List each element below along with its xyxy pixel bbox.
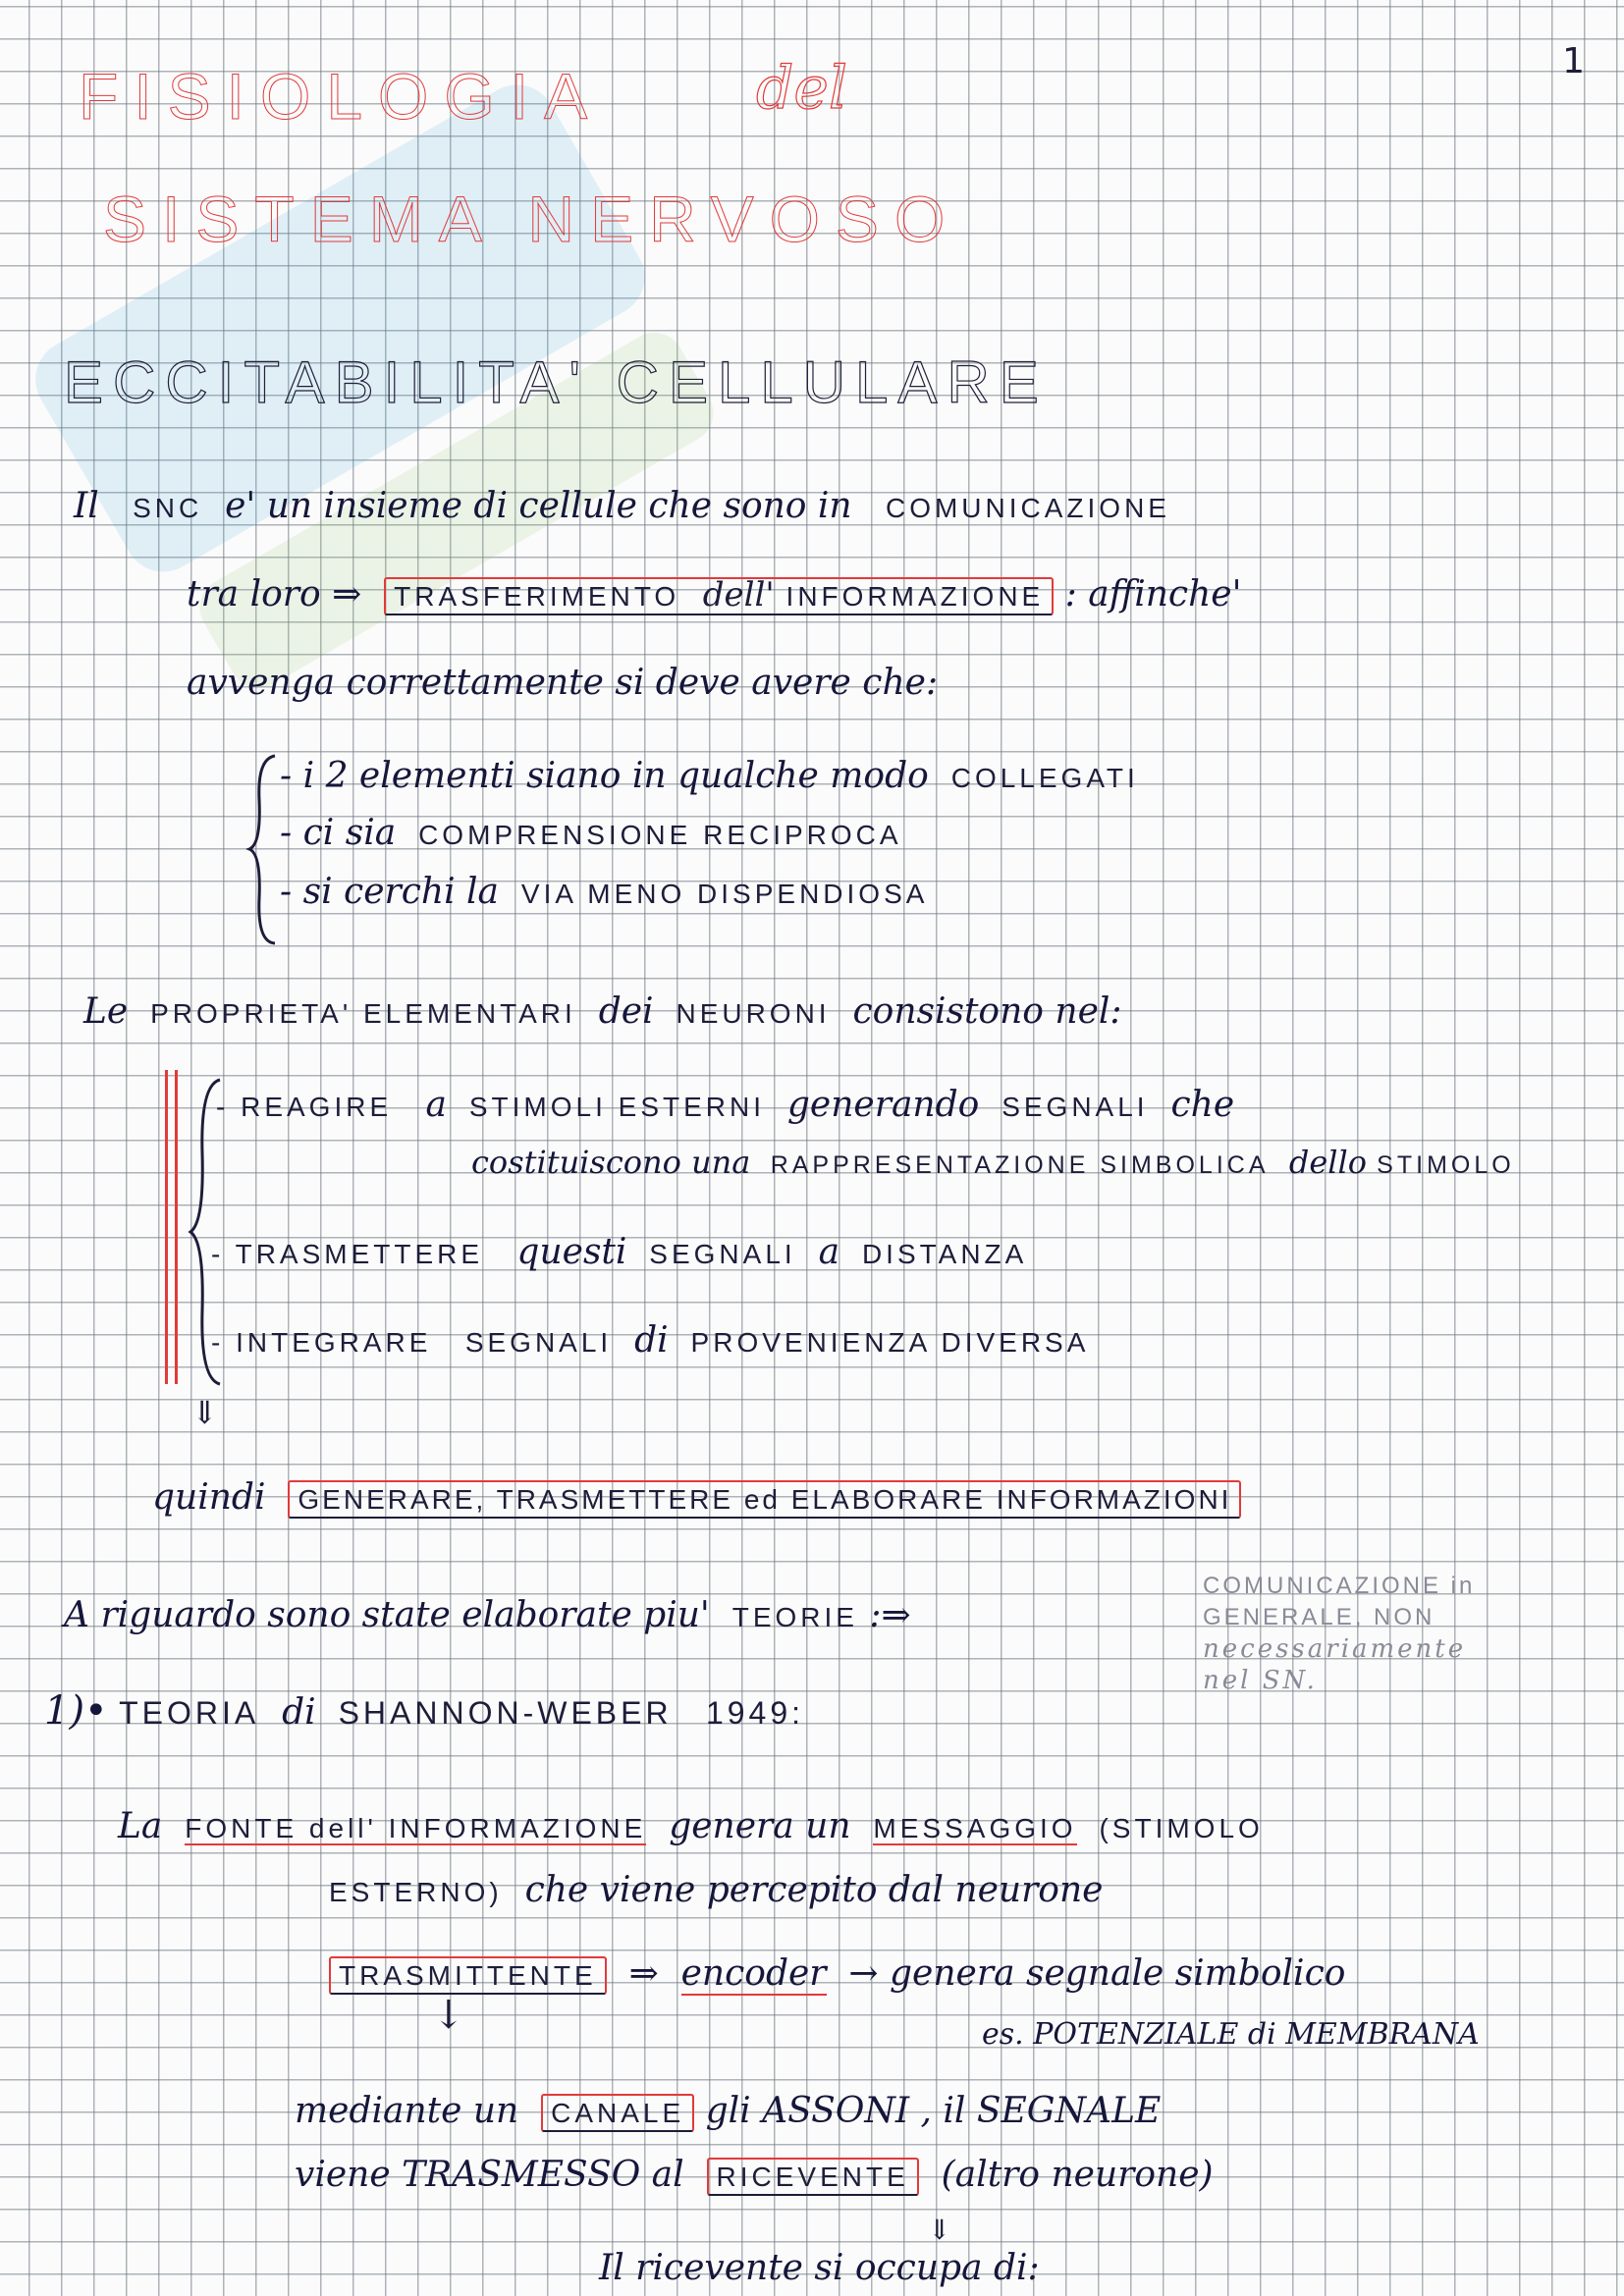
side-note-line-1: COMUNICAZIONE in [1203, 1573, 1476, 1599]
shannon-fonte-line: La FONTE dell' INFORMAZIONE genera un MESSAGGIO (STIMOLO [118, 1806, 1264, 1846]
property-item-2: - TRASMETTERE questi SEGNALI a DISTANZA [211, 1232, 1028, 1272]
intro-line-2 [187, 574, 1241, 614]
shannon-potenziale-line: es. POTENZIALE di MEMBRANA [982, 2017, 1480, 2052]
title-line-2: SISTEMA NERVOSO [103, 183, 961, 255]
page-number: 1 [1562, 41, 1585, 81]
intro-line-3: avvenga correttamente si deve avere che: [187, 663, 939, 703]
property-item-3: - INTEGRARE SEGNALI di PROVENIENZA DIVERSA [211, 1320, 1090, 1361]
properties-lead: Le PROPRIETA' ELEMENTARI dei NEURONI consistono nel: [83, 991, 1122, 1032]
shannon-ricevente-line: viene TRASMESSO al RICEVENTE (altro neurone) [295, 2155, 1214, 2195]
section-heading: ECCITABILITA' CELLULARE [64, 349, 1049, 415]
quindi-line: quindi GENERARE, TRASMETTERE ed ELABORARE INFORMAZIONI [152, 1477, 1241, 1518]
ricevente-box: RICEVENTE [707, 2158, 919, 2196]
condition-item-2: - ci sia COMPRENSIONE RECIPROCA [280, 813, 902, 853]
side-note-line-4: nel SN. [1203, 1666, 1318, 1695]
down-arrow-1: ⇓ [191, 1394, 218, 1431]
down-arrow-2: ↓ [432, 1993, 465, 2038]
conditions-brace [245, 751, 285, 947]
red-margin-line-1 [165, 1070, 168, 1384]
shannon-trasmittente-line: TRASMITTENTE ⇒ encoder → genera segnale simbolico [329, 1953, 1345, 1994]
shannon-canale-line: mediante un CANALE gli ASSONI , il SEGNALE [295, 2091, 1162, 2131]
intro-snc: SNC [133, 493, 203, 523]
side-note-line-3: necessariamente [1203, 1634, 1467, 1664]
intro-il: Il [74, 486, 99, 526]
quindi-box: GENERARE, TRASMETTERE ed ELABORARE INFORMAZIONI [288, 1480, 1241, 1519]
shannon-esterno-line: ESTERNO) che viene percepito dal neurone [329, 1870, 1104, 1910]
red-margin-line-2 [175, 1070, 178, 1384]
shannon-heading: 1)• TEORIA di SHANNON-WEBER 1949: [44, 1688, 805, 1734]
property-item-1-line-2: costituiscono una RAPPRESENTAZIONE SIMBOLICA dello STIMOLO [471, 1144, 1515, 1181]
intro-text: e' un insieme di cellule che sono in [225, 486, 852, 526]
shannon-last-line: Il ricevente si occupa di: [599, 2248, 1040, 2288]
intro-line-1 [74, 486, 1170, 526]
condition-item-1: - i 2 elementi siano in qualche modo COLLEGATI [280, 756, 1139, 796]
side-note-line-2: GENERALE, NON [1203, 1604, 1435, 1630]
title-word-2: del [756, 54, 848, 123]
trasmittente-box: TRASMITTENTE [329, 1956, 607, 1995]
condition-item-3: - si cerchi la VIA MENO DISPENDIOSA [280, 872, 929, 912]
down-arrow-3: ⇓ [928, 2214, 951, 2246]
intro-tra-loro: tra loro ⇒ [187, 574, 362, 614]
title-word-1: FISIOLOGIA [79, 60, 604, 133]
property-item-1: - REAGIRE a STIMOLI ESTERNI generando SEGNALI che [216, 1085, 1235, 1125]
theories-line: A riguardo sono state elaborate piu' TEORIE :⇒ [64, 1595, 911, 1635]
intro-box-trasferimento: TRASFERIMENTO dell' INFORMAZIONE [384, 577, 1054, 615]
intro-affinche: : affinche' [1064, 574, 1242, 614]
canale-box: CANALE [541, 2094, 694, 2132]
side-note [1203, 1571, 1475, 1696]
intro-comunicazione: COMUNICAZIONE [885, 493, 1170, 523]
